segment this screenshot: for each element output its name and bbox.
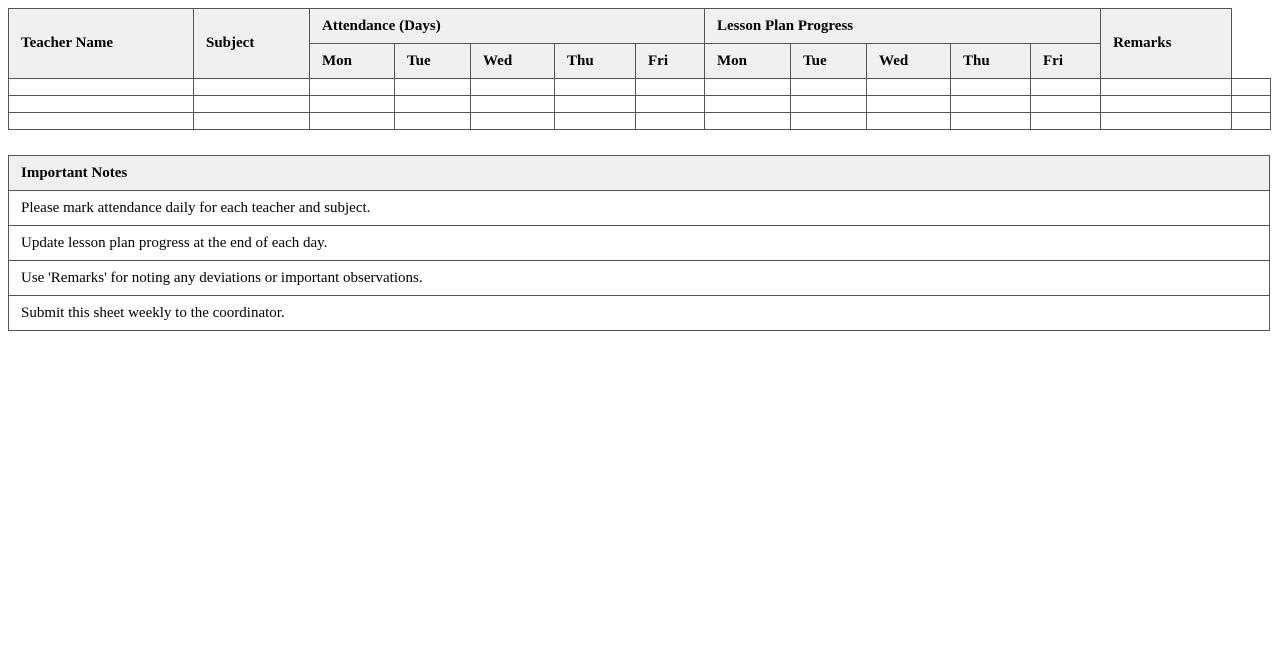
lesson-day-wed: Wed xyxy=(867,44,951,79)
tracker-cell[interactable] xyxy=(791,96,867,113)
tracker-cell[interactable] xyxy=(310,113,395,130)
attendance-day-wed: Wed xyxy=(471,44,555,79)
note-item: Update lesson plan progress at the end of each day. xyxy=(9,226,1270,261)
note-row xyxy=(9,261,1270,296)
tracker-cell[interactable] xyxy=(395,113,471,130)
tracker-cell[interactable] xyxy=(555,79,636,96)
tracker-cell[interactable] xyxy=(636,96,705,113)
tracker-cell[interactable] xyxy=(310,96,395,113)
tracker-cell[interactable] xyxy=(395,79,471,96)
tracker-body xyxy=(9,79,1271,130)
tracker-cell[interactable] xyxy=(705,96,791,113)
tracker-cell[interactable] xyxy=(791,79,867,96)
tracker-cell[interactable] xyxy=(555,96,636,113)
lesson-day-mon: Mon xyxy=(705,44,791,79)
tracker-cell[interactable] xyxy=(471,96,555,113)
tracker-cell[interactable] xyxy=(1232,113,1271,130)
tracker-cell[interactable] xyxy=(705,113,791,130)
remarks-header: Remarks xyxy=(1101,9,1232,79)
tracker-cell[interactable] xyxy=(310,79,395,96)
tracker-cell[interactable] xyxy=(471,113,555,130)
teacher-name-header: Teacher Name xyxy=(9,9,194,79)
tracker-row xyxy=(9,79,1271,96)
tracker-row xyxy=(9,96,1271,113)
tracker-cell[interactable] xyxy=(194,113,310,130)
note-item: Please mark attendance daily for each teacher and subject. xyxy=(9,191,1270,226)
note-item: Use 'Remarks' for noting any deviations or important observations. xyxy=(9,261,1270,296)
tracker-row xyxy=(9,113,1271,130)
attendance-day-tue: Tue xyxy=(395,44,471,79)
note-row xyxy=(9,296,1270,331)
attendance-day-fri: Fri xyxy=(636,44,705,79)
attendance-day-mon: Mon xyxy=(310,44,395,79)
tracker-cell[interactable] xyxy=(1232,79,1271,96)
tracker-cell[interactable] xyxy=(867,96,951,113)
lesson-day-tue: Tue xyxy=(791,44,867,79)
tracker-cell[interactable] xyxy=(9,96,194,113)
note-row xyxy=(9,226,1270,261)
tracker-cell[interactable] xyxy=(951,79,1031,96)
tracker-cell[interactable] xyxy=(1101,96,1232,113)
tracker-cell[interactable] xyxy=(1031,96,1101,113)
tracker-cell[interactable] xyxy=(471,79,555,96)
important-notes-table xyxy=(8,155,1270,331)
tracker-header xyxy=(9,9,1271,79)
lesson-day-thu: Thu xyxy=(951,44,1031,79)
note-item: Submit this sheet weekly to the coordinator. xyxy=(9,296,1270,331)
attendance-day-thu: Thu xyxy=(555,44,636,79)
note-row xyxy=(9,191,1270,226)
tracker-cell[interactable] xyxy=(1232,96,1271,113)
tracker-cell[interactable] xyxy=(636,113,705,130)
tracker-cell[interactable] xyxy=(867,79,951,96)
tracker-table xyxy=(8,8,1271,130)
tracker-cell[interactable] xyxy=(194,96,310,113)
tracker-cell[interactable] xyxy=(395,96,471,113)
important-notes-title: Important Notes xyxy=(9,156,1270,191)
tracker-cell[interactable] xyxy=(555,113,636,130)
lesson-plan-header: Lesson Plan Progress xyxy=(705,9,1101,44)
tracker-cell[interactable] xyxy=(9,113,194,130)
tracker-cell[interactable] xyxy=(636,79,705,96)
lesson-day-fri: Fri xyxy=(1031,44,1101,79)
attendance-header: Attendance (Days) xyxy=(310,9,705,44)
tracker-cell[interactable] xyxy=(1031,79,1101,96)
extra-column-header xyxy=(1232,9,1271,79)
tracker-cell[interactable] xyxy=(791,113,867,130)
tracker-cell[interactable] xyxy=(705,79,791,96)
tracker-cell[interactable] xyxy=(1101,113,1232,130)
tracker-cell[interactable] xyxy=(1031,113,1101,130)
tracker-cell[interactable] xyxy=(867,113,951,130)
tracker-cell[interactable] xyxy=(1101,79,1232,96)
tracker-cell[interactable] xyxy=(951,113,1031,130)
tracker-cell[interactable] xyxy=(194,79,310,96)
tracker-cell[interactable] xyxy=(951,96,1031,113)
subject-header: Subject xyxy=(194,9,310,79)
tracker-cell[interactable] xyxy=(9,79,194,96)
